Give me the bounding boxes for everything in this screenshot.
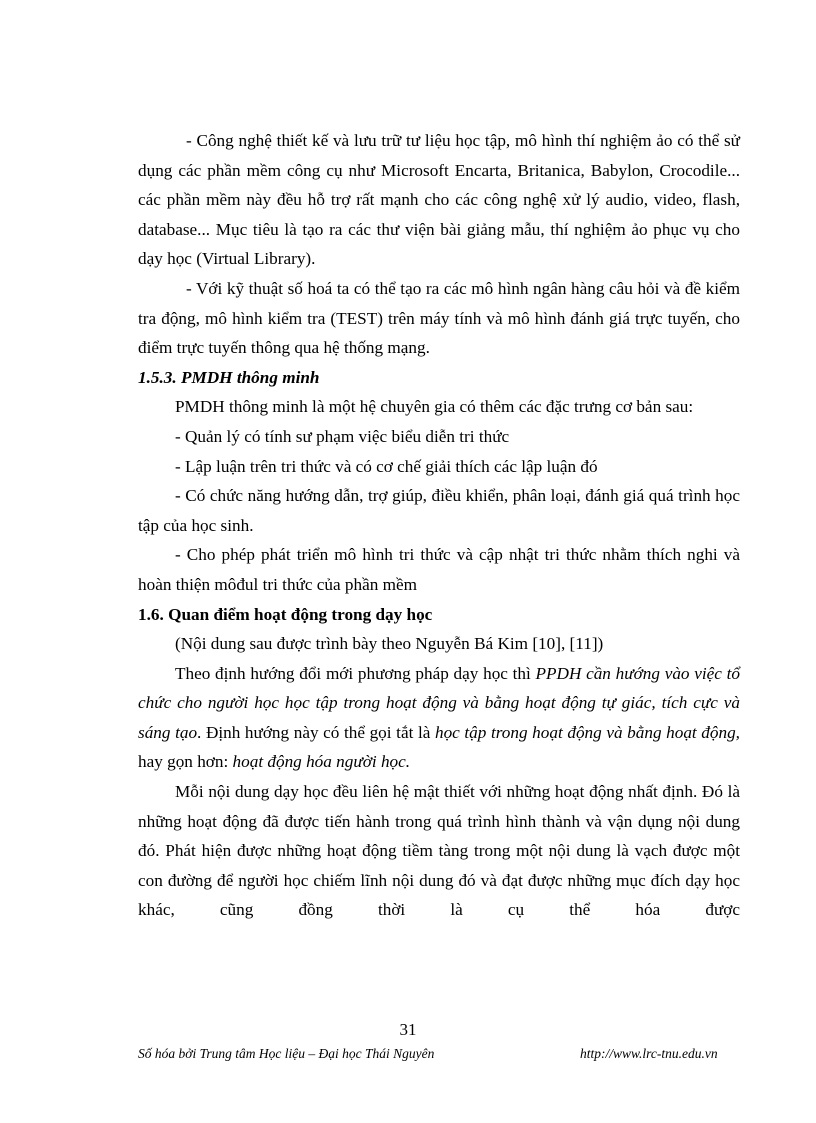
paragraph-design-tech: - Công nghệ thiết kế và lưu trữ tư liệu học tập, mô hình thí nghiệm ảo có thể sử dụng các phần mềm công cụ như Microsoft Encarta, Britanica, Babylon, Crocodile... các phần mềm này đều hỗ trợ rất mạnh cho các công nghệ xử lý audio, video, flash, database... Mục tiêu là tạo ra các thư viện bài giảng mẫu, thí nghiệm ảo phục vụ cho dạy học (Virtual Library).: [138, 131, 740, 269]
list-item-guidance: - Có chức năng hướng dẫn, trợ giúp, điều khiển, phân loại, đánh giá quá trình học tập của học sinh.: [138, 486, 740, 535]
orientation-emphasis-2: học tập trong hoạt động và bằng hoạt động,: [434, 722, 740, 742]
list-item-reasoning: - Lập luận trên tri thức và có cơ chế giải thích các lập luận đó: [175, 456, 598, 476]
orientation-text-1: Theo định hướng đổi mới phương pháp dạy học thì: [175, 663, 536, 683]
page-number: 31: [399, 1020, 417, 1039]
paragraph-content-activities: Mỗi nội dung dạy học đều liên hệ mật thiết với những hoạt động nhất định. Đó là những hoạt động đã được tiến hành trong quá trình hình thành và vận dụng nội dung đó. Phát hiện được những hoạt động tiềm tàng trong một nội dung là vạch được một con đường để người học chiếm lĩnh nội dung đó và đạt được những mục đích dạy học khác, cũng đồng thời là cụ thể hóa được: [138, 782, 740, 920]
section-heading-1-5-3: 1.5.3. PMDH thông minh: [138, 367, 320, 387]
orientation-emphasis-3: hoạt động hóa người học.: [232, 752, 411, 772]
footer-source: Số hóa bởi Trung tâm Học liệu – Đại học Thái Nguyên: [138, 1046, 435, 1061]
orientation-emphasis-1: PPDH cần hướng vào việc tổ chức cho người học học tập trong hoạt động và bằng hoạt động tự giác, tích cực và sáng tạo: [138, 663, 740, 742]
list-item-knowledge-model: - Cho phép phát triển mô hình tri thức và cập nhật tri thức nhằm thích nghi và hoàn thiện môđul tri thức của phần mềm: [138, 545, 740, 594]
paragraph-digitization: - Với kỹ thuật số hoá ta có thể tạo ra các mô hình ngân hàng câu hỏi và đề kiểm tra động, mô hình kiểm tra (TEST) trên máy tính và mô hình đánh giá trực tuyến, cho điểm trực tuyến thông qua hệ thống mạng.: [138, 278, 740, 358]
list-item-knowledge-management: - Quản lý có tính sư phạm việc biểu diễn tri thức: [175, 426, 510, 446]
section-heading-1-6: 1.6. Quan điểm hoạt động trong dạy học: [138, 604, 433, 624]
paragraph-orientation: [138, 659, 740, 777]
paragraph-intelligent-pmdh: PMDH thông minh là một hệ chuyên gia có thêm các đặc trưng cơ bản sau:: [175, 397, 694, 417]
paragraph-source-note: (Nội dung sau được trình bày theo Nguyễn Bá Kim [10], [11]): [175, 634, 604, 654]
footer-url: http://www.lrc-tnu.edu.vn: [580, 1046, 718, 1061]
orientation-text-3: hay gọn hơn:: [138, 752, 233, 772]
orientation-text-2: . Định hướng này có thể gọi tắt là: [197, 722, 435, 742]
page-body: [138, 126, 740, 955]
